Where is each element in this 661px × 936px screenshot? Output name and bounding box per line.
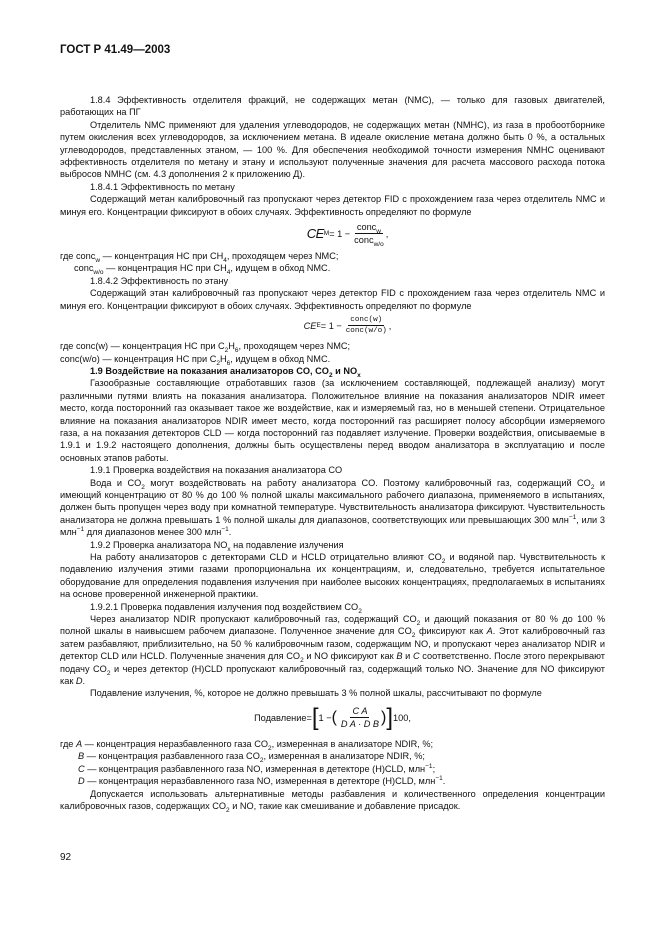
def-c: C — концентрация разбавленного газа NO, измеренная в детекторе (H)CLD, млн$^{-1}$; [78, 762, 436, 774]
heading-1-9-2-1: 1.9.2.1 Проверка подавления излучения под воздействием $CO_2$ [90, 601, 362, 615]
formula-ce-methane: CE M = 1 − $\frac{conc_w}{conc_{w/o}}$ , [306, 222, 389, 248]
page-number: 92 [60, 852, 72, 863]
para-co2-quench-check: Через анализатор NDIR пропускают калибровочный газ, содержащий $CO_2$ и дающий показания от 80 % до 100 % полной шкалы в наивысшем рабочем диапазоне. Полученное значение для $CO_2$ фиксируют как A. Этот калибровочный газ затем разбавляют, приблизительно, на 50 % калибровочным газом, содержащим NO, и пропускают через анализатор NDIR и детектор CLD или HCLD. Полученные значения для $CO_2$ и NO фиксируют как B и C соответственно. После этого перекрывают подачу $CO_2$ и через детектор (H)CLD пропускают калибровочный газ, содержащий только NO. Значение для NO фиксируют как D. [60, 614, 605, 687]
formula-quench: Подавление = [ 1 − ( $\frac{\text{C A}}{\text{D A · D B}}$ ) ] 100, [254, 703, 411, 731]
fraction-ce-ethane: $\frac{\text{conc(w)}}{\text{conc(w/o)}}$ [345, 316, 387, 336]
para-interference: Газообразные составляющие отработавших газов (за исключением составляющей, подлежащей анализу) могут различными путями влиять на показания анализатора. Положительное влияние на показания анализаторов NDIR имеет место, когда посторонний газ оказывает такое же воздействие, как и измеряемый газ, но в меньшей степени. Отрицательное влияние на показания анализаторов NDIR имеет место, когда посторонний газ расширяет полосу абсорбции измеряемого газа, а на показания детекторов CLD — когда посторонний газ подавляет излучение. Проверки воздействия, описываемые в 1.9.1 и 1.9.2 настоящего дополнения, должны быть осуществлены перед вводом анализатора в эксплуатацию и после основных этапов работы. [60, 378, 605, 463]
para-nmc-intro: Отделитель NMC применяют для удаления углеводородов, не содержащих метан (NMHC), из газа в пробоотборнике путем окисления всех углеводородов, за исключением метана. В идеале окисление метана должно быть 0 %, а остальных углеводородов, представленных этаном, — 100 %. Для обеспечения необходимой точности измерения NMHC оценивают эффективность отделителя по метану и этану и используют полученные значения для расчета массового расхода потока выбросов NMHC (см. 4.3 дополнения 2 к приложению Д). [60, 119, 605, 180]
para-alternatives: Допускается использовать альтернативные методы разбавления и количественного определения концентрации калибровочных газов, содержащих $CO_2$ и NO, такие как смешивание и добавление присадок. [60, 788, 605, 814]
def-a: где A — концентрация неразбавленного газа $CO_2$, измеренная в анализаторе NDIR, %; [60, 738, 434, 752]
def-conc-wo: conc$_{w/o}$ — концентрация НС при $CH_4$, идущем в обход NMC. [74, 263, 331, 277]
para-co-check: Вода и $CO_2$ могут воздействовать на работу анализатора CO. Поэтому калибровочный газ, содержащий $CO_2$ и имеющий концентрацию от 80 % до 100 % полной шкалы максимального рабочего диапазона, применяемого в испытаниях, должен быть пропущен через воду при комнатной температуре. Чувствительность анализатора фиксируют. Чувствительность анализатора не должна превышать 1 % полной шкалы для диапазонов, соответствующих или превышающих 300 млн$^{-1}$, или 3 млн$^{-1}$ для диапазонов менее 300 млн$^{-1}$. [60, 477, 605, 538]
para-quench-formula-intro: Подавление излучения, %, которое не должно превышать 3 % полной шкалы, рассчитывают по формуле [90, 688, 542, 699]
para-ethane-method: Содержащий этан калибровочный газ пропускают через детектор FID с прохождением газа через отделитель NMC и минуя его. Концентрации фиксируют в обоих случаях. Эффективность определяют по формуле [60, 288, 605, 311]
para-methane-method: Содержащий метан калибровочный газ пропускают через детектор FID с прохождением газа через отделитель NMC и минуя его. Концентрации фиксируют в обоих случаях. Эффективность определяют по формуле [60, 194, 605, 217]
para-quench: На работу анализаторов с детекторами CLD и HCLD отрицательно влияют $CO_2$ и водяной пар. Чувствительность к подавлению излучения этими газами пропорциональна их концентрациям, и, следовательно, требуется испытательное оборудование для определения подавления излучения при наиболее высоких концентрациях, предполагаемых в испытаниях на основе проверенной инженерной практики. [60, 552, 605, 600]
fraction-quench: $\frac{\text{C A}}{\text{D A · D B}}$ [340, 706, 380, 730]
heading-1-9: 1.9 Воздействие на показания анализаторов CO, $CO_2$ и $NO_x$ [90, 365, 361, 379]
def-d: D — концентрация неразбавленного газа NO, измеренная в детекторе (H)CLD, млн$^{-1}$. [78, 775, 446, 787]
def-b: B — концентрация разбавленного газа $CO_2$, измеренная в анализаторе NDIR, %; [78, 751, 425, 765]
def-conc-w-ethane: где conc(w) — концентрация НС при $C_2H_6$, проходящем через NMC; [60, 341, 351, 354]
def-conc-wo-ethane: conc(w/o) — концентрация НС при $C_2H_6$, идущем в обход NMC. [60, 353, 331, 367]
heading-1-9-2: 1.9.2 Проверка анализатора $NO_x$ на подавление излучения [90, 539, 344, 553]
heading-1-9-1: 1.9.1 Проверка воздействия на показания анализатора CO [90, 465, 343, 476]
document-header: ГОСТ Р 41.49—2003 [60, 44, 171, 56]
def-conc-w: где conc$_w$ — концентрация НС при $CH_4$, проходящем через NMC; [60, 251, 339, 264]
fraction-ce-methane: $\frac{conc_w}{conc_{w/o}}$ [354, 222, 384, 248]
heading-1-8-4-2: 1.8.4.2 Эффективность по этану [90, 275, 229, 286]
para-1-8-4: 1.8.4 Эффективность отделителя фракций, не содержащих метан (NMC), — только для газовых двигателей, работающих на ПГ [60, 95, 605, 118]
formula-ce-ethane: CE E = 1 − $\frac{\text{conc(w)}}{\text{conc(w/o)}}$ , [303, 316, 392, 336]
heading-1-8-4-1: 1.8.4.1 Эффективность по метану [90, 181, 235, 192]
